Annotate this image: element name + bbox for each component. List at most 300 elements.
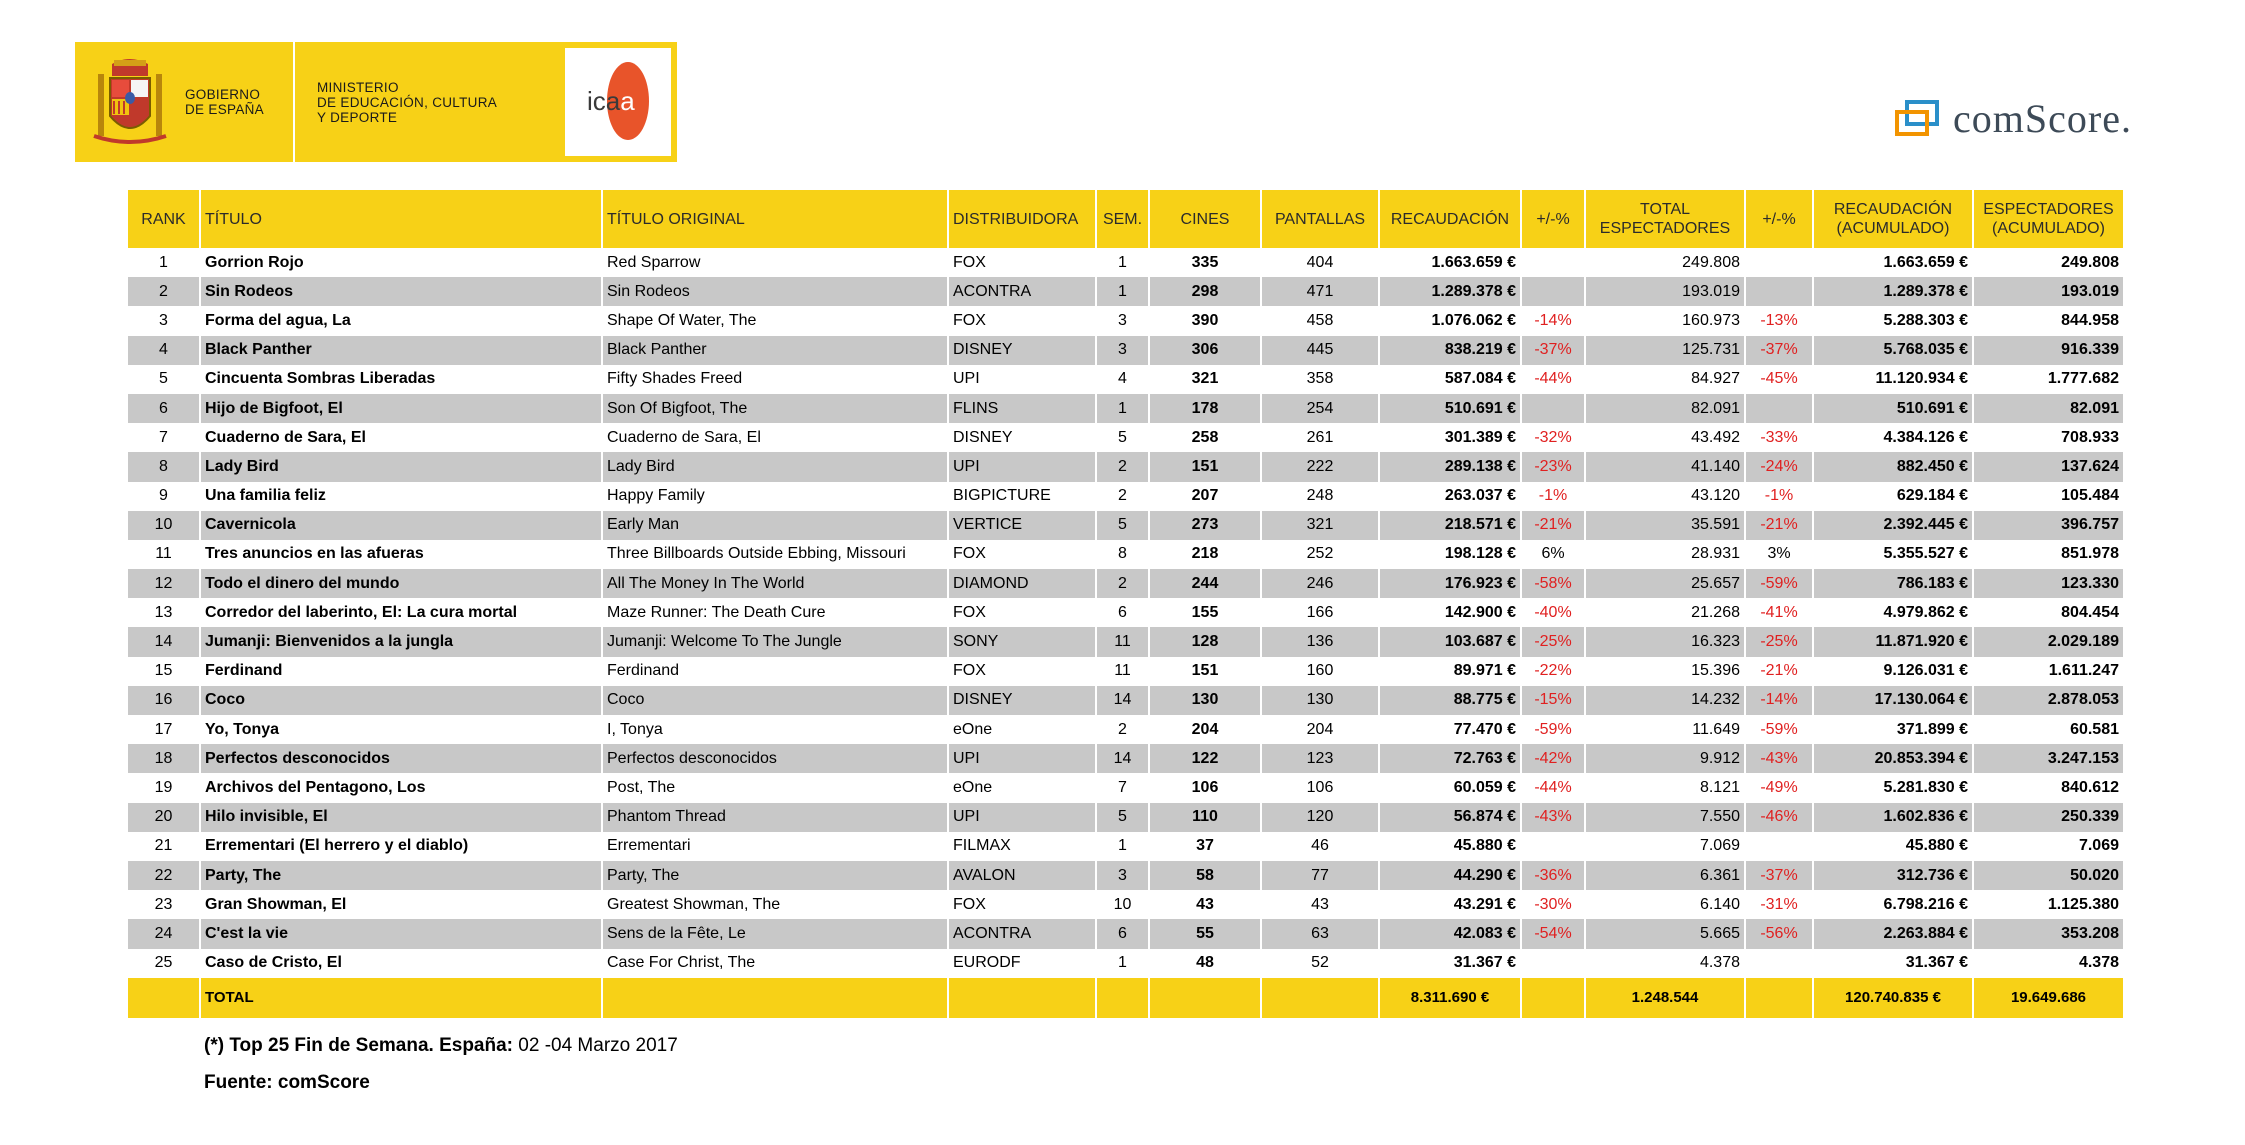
cell-gross: 301.389 € — [1379, 423, 1521, 452]
cell-admissions: 9.912 — [1585, 744, 1745, 773]
cell-admissions-change: -25% — [1745, 627, 1813, 656]
cell-distributor: VERTICE — [948, 511, 1096, 540]
cell-gross: 142.900 € — [1379, 598, 1521, 627]
cell-gross-cumulative: 17.130.064 € — [1813, 686, 1973, 715]
header-admissions-cumulative[interactable]: ESPECTADORES (ACUMULADO) — [1973, 190, 2124, 248]
cell-title: Una familia feliz — [200, 482, 602, 511]
cell-admissions-change: -45% — [1745, 365, 1813, 394]
cell-weeks: 8 — [1096, 540, 1149, 569]
cell-title: Corredor del laberinto, El: La cura mortal — [200, 598, 602, 627]
cell-admissions-cumulative: 7.069 — [1973, 832, 2124, 861]
cell-title: Black Panther — [200, 336, 602, 365]
cell-admissions-change: -59% — [1745, 715, 1813, 744]
cell-admissions-change: 3% — [1745, 540, 1813, 569]
cell-title: Cincuenta Sombras Liberadas — [200, 365, 602, 394]
cell-title: Perfectos desconocidos — [200, 744, 602, 773]
cell-admissions: 11.649 — [1585, 715, 1745, 744]
cell-gross-change: -58% — [1521, 569, 1585, 598]
cell-distributor: UPI — [948, 452, 1096, 481]
cell-rank: 3 — [128, 306, 200, 335]
cell-cinemas: 218 — [1149, 540, 1261, 569]
cell-weeks: 1 — [1096, 394, 1149, 423]
cell-gross: 198.128 € — [1379, 540, 1521, 569]
icaa-logo-text: icaa — [587, 86, 635, 116]
cell-gross-change: -23% — [1521, 452, 1585, 481]
cell-gross: 72.763 € — [1379, 744, 1521, 773]
cell-screens: 123 — [1261, 744, 1379, 773]
cell-rank: 18 — [128, 744, 200, 773]
table-row — [128, 832, 2124, 861]
total-label: TOTAL — [200, 978, 602, 1018]
cell-weeks: 3 — [1096, 861, 1149, 890]
cell-admissions: 6.140 — [1585, 890, 1745, 919]
cell-admissions-cumulative: 105.484 — [1973, 482, 2124, 511]
cell-admissions: 15.396 — [1585, 657, 1745, 686]
cell-cinemas: 207 — [1149, 482, 1261, 511]
cell-rank: 7 — [128, 423, 200, 452]
cell-screens: 321 — [1261, 511, 1379, 540]
cell-title: C'est la vie — [200, 919, 602, 948]
table-row — [128, 423, 2124, 452]
cell-admissions-change: -13% — [1745, 306, 1813, 335]
table-row — [128, 803, 2124, 832]
icaa-logo — [561, 44, 675, 160]
cell-gross-cumulative: 9.126.031 € — [1813, 657, 1973, 686]
cell-distributor: DISNEY — [948, 423, 1096, 452]
cell-gross: 42.083 € — [1379, 919, 1521, 948]
cell-admissions-cumulative: 137.624 — [1973, 452, 2124, 481]
cell-gross: 510.691 € — [1379, 394, 1521, 423]
cell-admissions-change — [1745, 394, 1813, 423]
total-empty-cell — [1521, 978, 1585, 1018]
cell-gross: 88.775 € — [1379, 686, 1521, 715]
cell-admissions: 7.069 — [1585, 832, 1745, 861]
cell-gross-cumulative: 5.281.830 € — [1813, 773, 1973, 802]
cell-gross-cumulative: 5.768.035 € — [1813, 336, 1973, 365]
cell-gross-cumulative: 45.880 € — [1813, 832, 1973, 861]
cell-title: Hilo invisible, El — [200, 803, 602, 832]
table-row — [128, 715, 2124, 744]
cell-rank: 9 — [128, 482, 200, 511]
header-rank[interactable]: RANK — [128, 190, 200, 248]
table-row — [128, 949, 2124, 978]
cell-weeks: 5 — [1096, 423, 1149, 452]
ministry-name — [317, 42, 539, 162]
cell-gross-change: -44% — [1521, 365, 1585, 394]
cell-cinemas: 390 — [1149, 306, 1261, 335]
table-row — [128, 890, 2124, 919]
table-header-row — [128, 190, 2124, 248]
source-note: Fuente: comScore — [204, 1072, 370, 1093]
cell-rank: 22 — [128, 861, 200, 890]
cell-gross-change — [1521, 832, 1585, 861]
cell-screens: 248 — [1261, 482, 1379, 511]
cell-admissions: 249.808 — [1585, 248, 1745, 277]
cell-weeks: 1 — [1096, 949, 1149, 978]
cell-admissions: 35.591 — [1585, 511, 1745, 540]
cell-weeks: 14 — [1096, 744, 1149, 773]
cell-title: Forma del agua, La — [200, 306, 602, 335]
header-gross[interactable]: RECAUDACIÓN — [1379, 190, 1521, 248]
cell-admissions-cumulative: 60.581 — [1973, 715, 2124, 744]
cell-admissions-change: -37% — [1745, 861, 1813, 890]
logo-divider — [293, 42, 295, 162]
cell-title: Hijo de Bigfoot, El — [200, 394, 602, 423]
cell-admissions-cumulative: 1.777.682 — [1973, 365, 2124, 394]
cell-gross-cumulative: 312.736 € — [1813, 861, 1973, 890]
cell-distributor: SONY — [948, 627, 1096, 656]
cell-admissions-cumulative: 193.019 — [1973, 277, 2124, 306]
cell-gross-change: -21% — [1521, 511, 1585, 540]
cell-cinemas: 55 — [1149, 919, 1261, 948]
cell-admissions-change — [1745, 832, 1813, 861]
cell-admissions-change — [1745, 248, 1813, 277]
cell-gross-cumulative: 5.355.527 € — [1813, 540, 1973, 569]
cell-cinemas: 130 — [1149, 686, 1261, 715]
cell-rank: 6 — [128, 394, 200, 423]
cell-title: Coco — [200, 686, 602, 715]
cell-rank: 25 — [128, 949, 200, 978]
cell-rank: 19 — [128, 773, 200, 802]
cell-distributor: ACONTRA — [948, 919, 1096, 948]
cell-original-title: Post, The — [602, 773, 948, 802]
cell-gross-cumulative: 4.384.126 € — [1813, 423, 1973, 452]
cell-title: Todo el dinero del mundo — [200, 569, 602, 598]
cell-distributor: UPI — [948, 365, 1096, 394]
table-row — [128, 511, 2124, 540]
cell-admissions-change: -49% — [1745, 773, 1813, 802]
cell-original-title: Sens de la Fête, Le — [602, 919, 948, 948]
table-row — [128, 394, 2124, 423]
cell-cinemas: 155 — [1149, 598, 1261, 627]
cell-original-title: All The Money In The World — [602, 569, 948, 598]
cell-cinemas: 335 — [1149, 248, 1261, 277]
total-gross: 8.311.690 € — [1379, 978, 1521, 1018]
cell-distributor: FOX — [948, 657, 1096, 686]
total-admissions-cumulative: 19.649.686 — [1973, 978, 2124, 1018]
cell-weeks: 10 — [1096, 890, 1149, 919]
total-admissions: 1.248.544 — [1585, 978, 1745, 1018]
cell-admissions-change: -14% — [1745, 686, 1813, 715]
header-distributor[interactable]: DISTRIBUIDORA — [948, 190, 1096, 248]
cell-weeks: 6 — [1096, 598, 1149, 627]
cell-screens: 46 — [1261, 832, 1379, 861]
cell-rank: 20 — [128, 803, 200, 832]
cell-gross-cumulative: 11.120.934 € — [1813, 365, 1973, 394]
cell-gross: 587.084 € — [1379, 365, 1521, 394]
table-row — [128, 452, 2124, 481]
header-screens[interactable]: PANTALLAS — [1261, 190, 1379, 248]
cell-gross-cumulative: 11.871.920 € — [1813, 627, 1973, 656]
government-logo-block — [75, 42, 677, 162]
cell-original-title: Maze Runner: The Death Cure — [602, 598, 948, 627]
cell-admissions-cumulative: 3.247.153 — [1973, 744, 2124, 773]
cell-admissions-cumulative: 840.612 — [1973, 773, 2124, 802]
cell-weeks: 2 — [1096, 715, 1149, 744]
cell-title: Yo, Tonya — [200, 715, 602, 744]
cell-gross-change: -44% — [1521, 773, 1585, 802]
cell-gross-change: -1% — [1521, 482, 1585, 511]
cell-gross-change: -37% — [1521, 336, 1585, 365]
cell-admissions-cumulative: 1.611.247 — [1973, 657, 2124, 686]
cell-title: Cuaderno de Sara, El — [200, 423, 602, 452]
table-row — [128, 744, 2124, 773]
cell-gross-change: -32% — [1521, 423, 1585, 452]
cell-gross-cumulative: 1.663.659 € — [1813, 248, 1973, 277]
cell-cinemas: 43 — [1149, 890, 1261, 919]
cell-gross: 43.291 € — [1379, 890, 1521, 919]
cell-gross-cumulative: 2.392.445 € — [1813, 511, 1973, 540]
total-row — [128, 978, 2124, 1018]
cell-title: Gorrion Rojo — [200, 248, 602, 277]
table-body — [128, 248, 2124, 978]
cell-distributor: FILMAX — [948, 832, 1096, 861]
cell-gross-change: -59% — [1521, 715, 1585, 744]
cell-admissions: 193.019 — [1585, 277, 1745, 306]
cell-cinemas: 106 — [1149, 773, 1261, 802]
cell-gross-change — [1521, 248, 1585, 277]
cell-original-title: Errementari — [602, 832, 948, 861]
cell-gross-change: -43% — [1521, 803, 1585, 832]
cell-gross: 1.289.378 € — [1379, 277, 1521, 306]
cell-admissions-cumulative: 50.020 — [1973, 861, 2124, 890]
cell-rank: 23 — [128, 890, 200, 919]
cell-admissions-cumulative: 804.454 — [1973, 598, 2124, 627]
cell-gross: 56.874 € — [1379, 803, 1521, 832]
cell-rank: 4 — [128, 336, 200, 365]
total-empty-cell — [1261, 978, 1379, 1018]
table-row — [128, 919, 2124, 948]
cell-original-title: Greatest Showman, The — [602, 890, 948, 919]
cell-original-title: Cuaderno de Sara, El — [602, 423, 948, 452]
total-gross-cumulative: 120.740.835 € — [1813, 978, 1973, 1018]
coat-of-arms-icon — [75, 42, 185, 162]
cell-gross-cumulative: 510.691 € — [1813, 394, 1973, 423]
cell-distributor: FOX — [948, 248, 1096, 277]
cell-gross-cumulative: 1.602.836 € — [1813, 803, 1973, 832]
footnote-bold: (*) Top 25 Fin de Semana. España: — [204, 1035, 513, 1056]
cell-admissions-cumulative: 250.339 — [1973, 803, 2124, 832]
table-row — [128, 248, 2124, 277]
cell-admissions-change: -37% — [1745, 336, 1813, 365]
cell-distributor: UPI — [948, 803, 1096, 832]
cell-cinemas: 306 — [1149, 336, 1261, 365]
cell-gross: 838.219 € — [1379, 336, 1521, 365]
cell-admissions-change: -1% — [1745, 482, 1813, 511]
cell-admissions-cumulative: 82.091 — [1973, 394, 2124, 423]
cell-gross: 31.367 € — [1379, 949, 1521, 978]
cell-screens: 246 — [1261, 569, 1379, 598]
cell-rank: 12 — [128, 569, 200, 598]
cell-title: Party, The — [200, 861, 602, 890]
cell-admissions-change: -21% — [1745, 511, 1813, 540]
cell-admissions-change: -33% — [1745, 423, 1813, 452]
table-row — [128, 569, 2124, 598]
cell-admissions: 14.232 — [1585, 686, 1745, 715]
cell-gross: 1.076.062 € — [1379, 306, 1521, 335]
cell-rank: 21 — [128, 832, 200, 861]
cell-cinemas: 151 — [1149, 657, 1261, 686]
cell-cinemas: 178 — [1149, 394, 1261, 423]
cell-admissions: 21.268 — [1585, 598, 1745, 627]
cell-screens: 52 — [1261, 949, 1379, 978]
cell-gross-change: -30% — [1521, 890, 1585, 919]
cell-rank: 14 — [128, 627, 200, 656]
cell-distributor: FOX — [948, 890, 1096, 919]
footnote — [204, 1035, 678, 1057]
cell-original-title: Coco — [602, 686, 948, 715]
header-title[interactable]: TÍTULO — [200, 190, 602, 248]
cell-screens: 404 — [1261, 248, 1379, 277]
header-gross-change[interactable]: +/-% — [1521, 190, 1585, 248]
cell-admissions-cumulative: 844.958 — [1973, 306, 2124, 335]
cell-original-title: Happy Family — [602, 482, 948, 511]
cell-gross: 176.923 € — [1379, 569, 1521, 598]
cell-distributor: FOX — [948, 598, 1096, 627]
box-office-table — [128, 190, 2125, 1018]
table-row — [128, 277, 2124, 306]
cell-weeks: 14 — [1096, 686, 1149, 715]
cell-rank: 2 — [128, 277, 200, 306]
cell-gross-change — [1521, 949, 1585, 978]
cell-screens: 358 — [1261, 365, 1379, 394]
header-gross-cumulative[interactable]: RECAUDACIÓN (ACUMULADO) — [1813, 190, 1973, 248]
cell-screens: 106 — [1261, 773, 1379, 802]
cell-title: Gran Showman, El — [200, 890, 602, 919]
cell-cinemas: 58 — [1149, 861, 1261, 890]
cell-admissions-change: -59% — [1745, 569, 1813, 598]
cell-distributor: eOne — [948, 773, 1096, 802]
cell-distributor: FLINS — [948, 394, 1096, 423]
table-row — [128, 365, 2124, 394]
cell-gross-cumulative: 629.184 € — [1813, 482, 1973, 511]
cell-screens: 204 — [1261, 715, 1379, 744]
cell-distributor: UPI — [948, 744, 1096, 773]
cell-admissions-cumulative: 708.933 — [1973, 423, 2124, 452]
cell-gross: 218.571 € — [1379, 511, 1521, 540]
cell-distributor: DIAMOND — [948, 569, 1096, 598]
cell-admissions-change: -31% — [1745, 890, 1813, 919]
cell-distributor: BIGPICTURE — [948, 482, 1096, 511]
cell-gross: 44.290 € — [1379, 861, 1521, 890]
cell-gross-cumulative: 5.288.303 € — [1813, 306, 1973, 335]
cell-weeks: 1 — [1096, 832, 1149, 861]
cell-screens: 136 — [1261, 627, 1379, 656]
cell-original-title: Lady Bird — [602, 452, 948, 481]
cell-original-title: Red Sparrow — [602, 248, 948, 277]
cell-title: Caso de Cristo, El — [200, 949, 602, 978]
cell-rank: 11 — [128, 540, 200, 569]
header-admissions-change[interactable]: +/-% — [1745, 190, 1813, 248]
cell-admissions-cumulative: 2.878.053 — [1973, 686, 2124, 715]
cell-gross-change: -15% — [1521, 686, 1585, 715]
government-name — [185, 42, 293, 162]
table-row — [128, 657, 2124, 686]
cell-cinemas: 151 — [1149, 452, 1261, 481]
cell-screens: 458 — [1261, 306, 1379, 335]
cell-original-title: Perfectos desconocidos — [602, 744, 948, 773]
cell-admissions: 41.140 — [1585, 452, 1745, 481]
cell-screens: 261 — [1261, 423, 1379, 452]
cell-screens: 77 — [1261, 861, 1379, 890]
cell-weeks: 1 — [1096, 277, 1149, 306]
cell-screens: 160 — [1261, 657, 1379, 686]
cell-original-title: Case For Christ, The — [602, 949, 948, 978]
total-empty-cell — [1745, 978, 1813, 1018]
cell-rank: 24 — [128, 919, 200, 948]
cell-gross: 89.971 € — [1379, 657, 1521, 686]
cell-cinemas: 48 — [1149, 949, 1261, 978]
cell-admissions-change — [1745, 277, 1813, 306]
cell-screens: 222 — [1261, 452, 1379, 481]
cell-screens: 120 — [1261, 803, 1379, 832]
cell-admissions-change — [1745, 949, 1813, 978]
cell-admissions-cumulative: 396.757 — [1973, 511, 2124, 540]
cell-gross: 60.059 € — [1379, 773, 1521, 802]
cell-weeks: 3 — [1096, 306, 1149, 335]
cell-admissions-cumulative: 851.978 — [1973, 540, 2124, 569]
cell-title: Sin Rodeos — [200, 277, 602, 306]
cell-original-title: Early Man — [602, 511, 948, 540]
cell-screens: 166 — [1261, 598, 1379, 627]
table-row — [128, 540, 2124, 569]
cell-admissions: 43.120 — [1585, 482, 1745, 511]
cell-distributor: EURODF — [948, 949, 1096, 978]
cell-gross-change: -36% — [1521, 861, 1585, 890]
cell-admissions-change: -41% — [1745, 598, 1813, 627]
cell-gross-change — [1521, 277, 1585, 306]
ministry-line-3: Y DEPORTE — [317, 109, 398, 125]
cell-original-title: Sin Rodeos — [602, 277, 948, 306]
cell-cinemas: 128 — [1149, 627, 1261, 656]
comscore-wordmark: comScore. — [1953, 96, 2132, 141]
cell-screens: 254 — [1261, 394, 1379, 423]
cell-title: Lady Bird — [200, 452, 602, 481]
header-admissions[interactable]: TOTAL ESPECTADORES — [1585, 190, 1745, 248]
header-weeks[interactable]: SEM. — [1096, 190, 1149, 248]
cell-weeks: 2 — [1096, 452, 1149, 481]
cell-gross-cumulative: 786.183 € — [1813, 569, 1973, 598]
cell-title: Ferdinand — [200, 657, 602, 686]
cell-cinemas: 244 — [1149, 569, 1261, 598]
header-original-title[interactable]: TÍTULO ORIGINAL — [602, 190, 948, 248]
cell-rank: 5 — [128, 365, 200, 394]
cell-gross-cumulative: 2.263.884 € — [1813, 919, 1973, 948]
table-row — [128, 482, 2124, 511]
cell-weeks: 7 — [1096, 773, 1149, 802]
cell-original-title: Party, The — [602, 861, 948, 890]
cell-screens: 445 — [1261, 336, 1379, 365]
cell-admissions-change: -24% — [1745, 452, 1813, 481]
cell-original-title: I, Tonya — [602, 715, 948, 744]
cell-rank: 8 — [128, 452, 200, 481]
cell-distributor: DISNEY — [948, 336, 1096, 365]
cell-original-title: Shape Of Water, The — [602, 306, 948, 335]
cell-admissions-change: -56% — [1745, 919, 1813, 948]
cell-rank: 10 — [128, 511, 200, 540]
cell-title: Errementari (El herrero y el diablo) — [200, 832, 602, 861]
cell-admissions: 82.091 — [1585, 394, 1745, 423]
cell-rank: 17 — [128, 715, 200, 744]
cell-original-title: Son Of Bigfoot, The — [602, 394, 948, 423]
cell-original-title: Ferdinand — [602, 657, 948, 686]
header-cinemas[interactable]: CINES — [1149, 190, 1261, 248]
cell-gross: 1.663.659 € — [1379, 248, 1521, 277]
cell-weeks: 2 — [1096, 482, 1149, 511]
cell-weeks: 5 — [1096, 803, 1149, 832]
table-row — [128, 861, 2124, 890]
cell-gross-change: -14% — [1521, 306, 1585, 335]
